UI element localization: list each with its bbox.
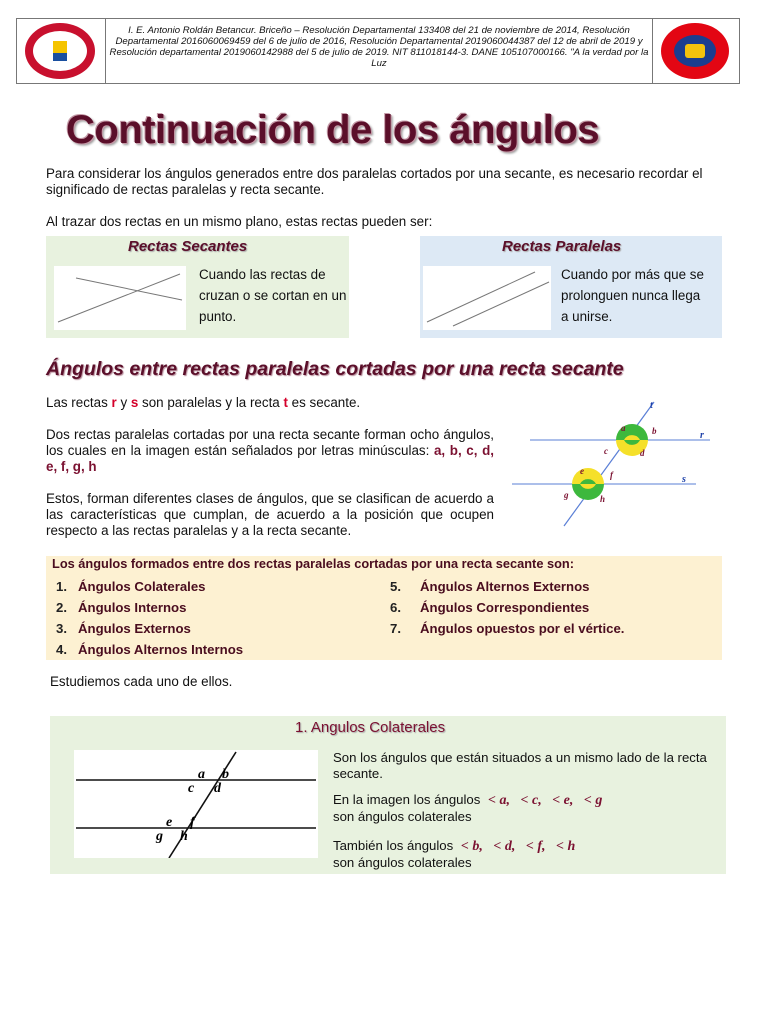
section-title: Ángulos entre rectas paralelas cortadas por una recta secante	[46, 358, 624, 380]
diagram-label-d: d	[640, 448, 645, 458]
list-item: 5. Ángulos Alternos Externos	[390, 579, 590, 594]
colaterales-label-e: e	[166, 815, 173, 830]
list-item: 4. Ángulos Alternos Internos	[56, 642, 244, 657]
paralelas-desc: Cuando por más que se prolonguen nunca llega a unirse.	[561, 267, 704, 324]
diagram-label-r: r	[700, 430, 704, 441]
secantes-diagram	[54, 266, 186, 330]
para-rectas: Las rectas r y s son paralelas y la recta t es secante.	[46, 395, 361, 410]
colombia-seal-cell	[17, 19, 106, 83]
colaterales-label-a: a	[198, 767, 205, 782]
diagram-label-c: c	[604, 446, 608, 456]
colaterales-box	[50, 716, 726, 874]
types-list-heading: Los ángulos formados entre dos rectas paralelas cortadas por una recta secante son:	[52, 556, 574, 571]
colombia-seal-icon	[25, 23, 95, 79]
secantes-desc: Cuando las rectas de cruzan o se cortan en un punto.	[199, 267, 347, 324]
list-item: 3. Ángulos Externos	[56, 621, 191, 636]
diagram-label-a: a	[621, 423, 626, 433]
colaterales-heading: 1. Angulos Colaterales	[295, 719, 446, 736]
paralelas-diagram	[423, 266, 551, 330]
estudiemos-text: Estudiemos cada uno de ellos.	[50, 674, 233, 689]
colaterales-label-d: d	[214, 781, 221, 796]
colaterales-label-c: c	[188, 781, 195, 796]
trazar-paragraph: Al trazar dos rectas en un mismo plano, estas rectas pueden ser:	[46, 214, 433, 229]
list-item: 6. Ángulos Correspondientes	[390, 600, 590, 615]
school-logo-cell	[652, 19, 739, 83]
diagram-label-g: g	[564, 490, 569, 500]
paralelas-box	[420, 236, 722, 338]
list-item: 1. Ángulos Colaterales	[56, 579, 206, 594]
page-title: Continuación de los ángulos	[66, 108, 600, 152]
colaterales-definition: Son los ángulos que están situados a un mismo lado de la recta secante.	[333, 750, 707, 781]
para-clases: Estos, forman diferentes clases de ángulos, que se clasifican de acuerdo a las características que cumplan, de acuerdo a la posición que ocupen respecto a las rectas paralelas y a la recta secante.	[46, 491, 494, 538]
types-list-right	[390, 576, 624, 639]
school-logo-icon	[661, 23, 729, 79]
diagram-label-h: h	[600, 494, 606, 504]
angles-diagram	[510, 398, 716, 530]
colaterales-label-g: g	[156, 829, 163, 844]
colaterales-diagram	[74, 750, 318, 858]
diagram-label-s: s	[682, 474, 686, 485]
intro-paragraph: Para considerar los ángulos generados entre dos paralelas cortados por una secante, es necesario recordar el significado de rectas paralelas y recta secante.	[46, 166, 703, 197]
header-banner	[16, 18, 740, 84]
colaterales-example-2: También los ángulos < b, < d, < f, < h son ángulos colaterales	[333, 838, 576, 870]
para-ocho-angulos: Dos rectas paralelas cortadas por una recta secante forman ocho ángulos, los cuales en la imagen están señalados por letras minúsculas: a, b, c, d, e, f, g, h	[46, 427, 494, 474]
secantes-box	[46, 236, 349, 338]
list-item: 7. Ángulos opuestos por el vértice.	[390, 621, 625, 636]
header-text: I. E. Antonio Roldán Betancur. Briceño – Resolución Departamental 133408 del 21 de noviembre de 2014, Resolución Departamental 2016060069459 del 6 de julio de 2016, Resolución Departamental 2019060044387 del 12 de abril de 2019 y Resolución departamental 2019060142988 del 5 de julio de 2019. NIT 811018144-3. DANE 105107000166. "A la verdad por la Luz	[109, 25, 649, 69]
diagram-label-b: b	[652, 426, 657, 436]
diagram-label-e: e	[580, 466, 584, 476]
colaterales-label-h: h	[180, 829, 188, 844]
list-item: 2. Ángulos Internos	[56, 600, 187, 615]
secantes-heading: Rectas Secantes	[128, 238, 248, 255]
paralelas-heading: Rectas Paralelas	[502, 238, 622, 255]
types-list-left	[56, 576, 243, 660]
colaterales-label-f: f	[190, 815, 195, 830]
types-list-box	[46, 556, 722, 660]
diagram-label-f: f	[610, 470, 613, 480]
colaterales-label-b: b	[222, 767, 229, 782]
diagram-label-t: t	[650, 400, 653, 411]
colaterales-example-1: En la imagen los ángulos < a, < c, < e, < g son ángulos colaterales	[333, 792, 603, 824]
